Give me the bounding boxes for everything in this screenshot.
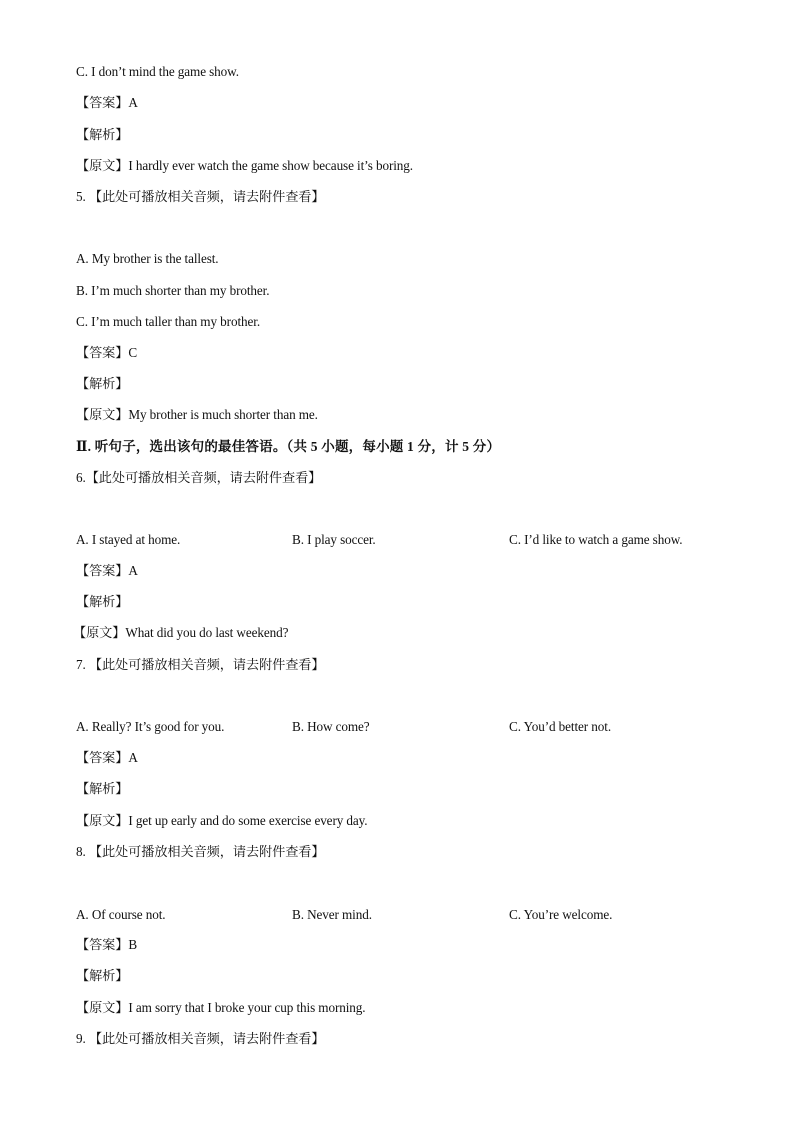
q5-analysis-label: 【解析】 (76, 376, 129, 391)
answer-value: A (128, 750, 138, 765)
answer-label: 【答案】 (76, 750, 129, 765)
q7-analysis-label: 【解析】 (76, 781, 129, 796)
q8-answer (76, 936, 137, 954)
q7-option-b: B. How come? (292, 719, 370, 734)
original-text: My brother is much shorter than me. (128, 407, 318, 422)
q7-option-a: A. Really? It’s good for you. (76, 719, 225, 734)
original-text: I hardly ever watch the game show because it’s boring. (128, 158, 413, 173)
q6-original (73, 624, 288, 642)
answer-value: C (128, 345, 138, 360)
q6-answer (76, 562, 138, 580)
section-2-heading: Ⅱ. 听句子，选出该句的最佳答语。（共 5 小题，每小题 1 分，计 5 分） (76, 439, 501, 454)
q4-option-c: C. I don’t mind the game show. (76, 64, 239, 79)
q7-answer (76, 749, 138, 767)
original-text: What did you do last weekend? (125, 625, 289, 640)
answer-label: 【答案】 (76, 563, 129, 578)
q7-prompt: 7. 【此处可播放相关音频，请去附件查看】 (76, 657, 325, 672)
q8-option-a: A. Of course not. (76, 907, 166, 922)
q6-prompt: 6.【此处可播放相关音频，请去附件查看】 (76, 470, 322, 485)
original-label: 【原文】 (76, 1000, 129, 1015)
q6-analysis-label: 【解析】 (76, 594, 129, 609)
q5-answer (76, 344, 137, 362)
original-label: 【原文】 (76, 813, 129, 828)
original-label: 【原文】 (76, 407, 129, 422)
q9-prompt: 9. 【此处可播放相关音频，请去附件查看】 (76, 1031, 325, 1046)
q4-answer (76, 94, 138, 112)
original-text: I get up early and do some exercise every day. (128, 813, 368, 828)
q8-prompt: 8. 【此处可播放相关音频，请去附件查看】 (76, 844, 325, 859)
q5-original (76, 406, 318, 424)
q8-option-b: B. Never mind. (292, 907, 372, 922)
q5-option-c: C. I’m much taller than my brother. (76, 314, 261, 329)
q5-option-b: B. I’m much shorter than my brother. (76, 283, 270, 298)
answer-label: 【答案】 (76, 937, 129, 952)
answer-label: 【答案】 (76, 95, 129, 110)
answer-value: A (128, 95, 138, 110)
answer-value: A (128, 563, 138, 578)
answer-value: B (128, 937, 138, 952)
original-label: 【原文】 (76, 158, 129, 173)
q4-analysis-label: 【解析】 (76, 127, 129, 142)
q6-option-b: B. I play soccer. (292, 532, 376, 547)
q8-analysis-label: 【解析】 (76, 968, 129, 983)
q6-option-c: C. I’d like to watch a game show. (509, 532, 683, 547)
q5-option-a: A. My brother is the tallest. (76, 251, 219, 266)
q8-option-c: C. You’re welcome. (509, 907, 613, 922)
original-text: I am sorry that I broke your cup this morning. (128, 1000, 366, 1015)
answer-label: 【答案】 (76, 345, 129, 360)
q7-original (76, 812, 368, 830)
q5-prompt: 5. 【此处可播放相关音频，请去附件查看】 (76, 189, 325, 204)
q4-original (76, 157, 413, 175)
q6-option-a: A. I stayed at home. (76, 532, 181, 547)
q7-option-c: C. You’d better not. (509, 719, 612, 734)
q8-original (76, 999, 365, 1017)
original-label: 【原文】 (73, 625, 126, 640)
